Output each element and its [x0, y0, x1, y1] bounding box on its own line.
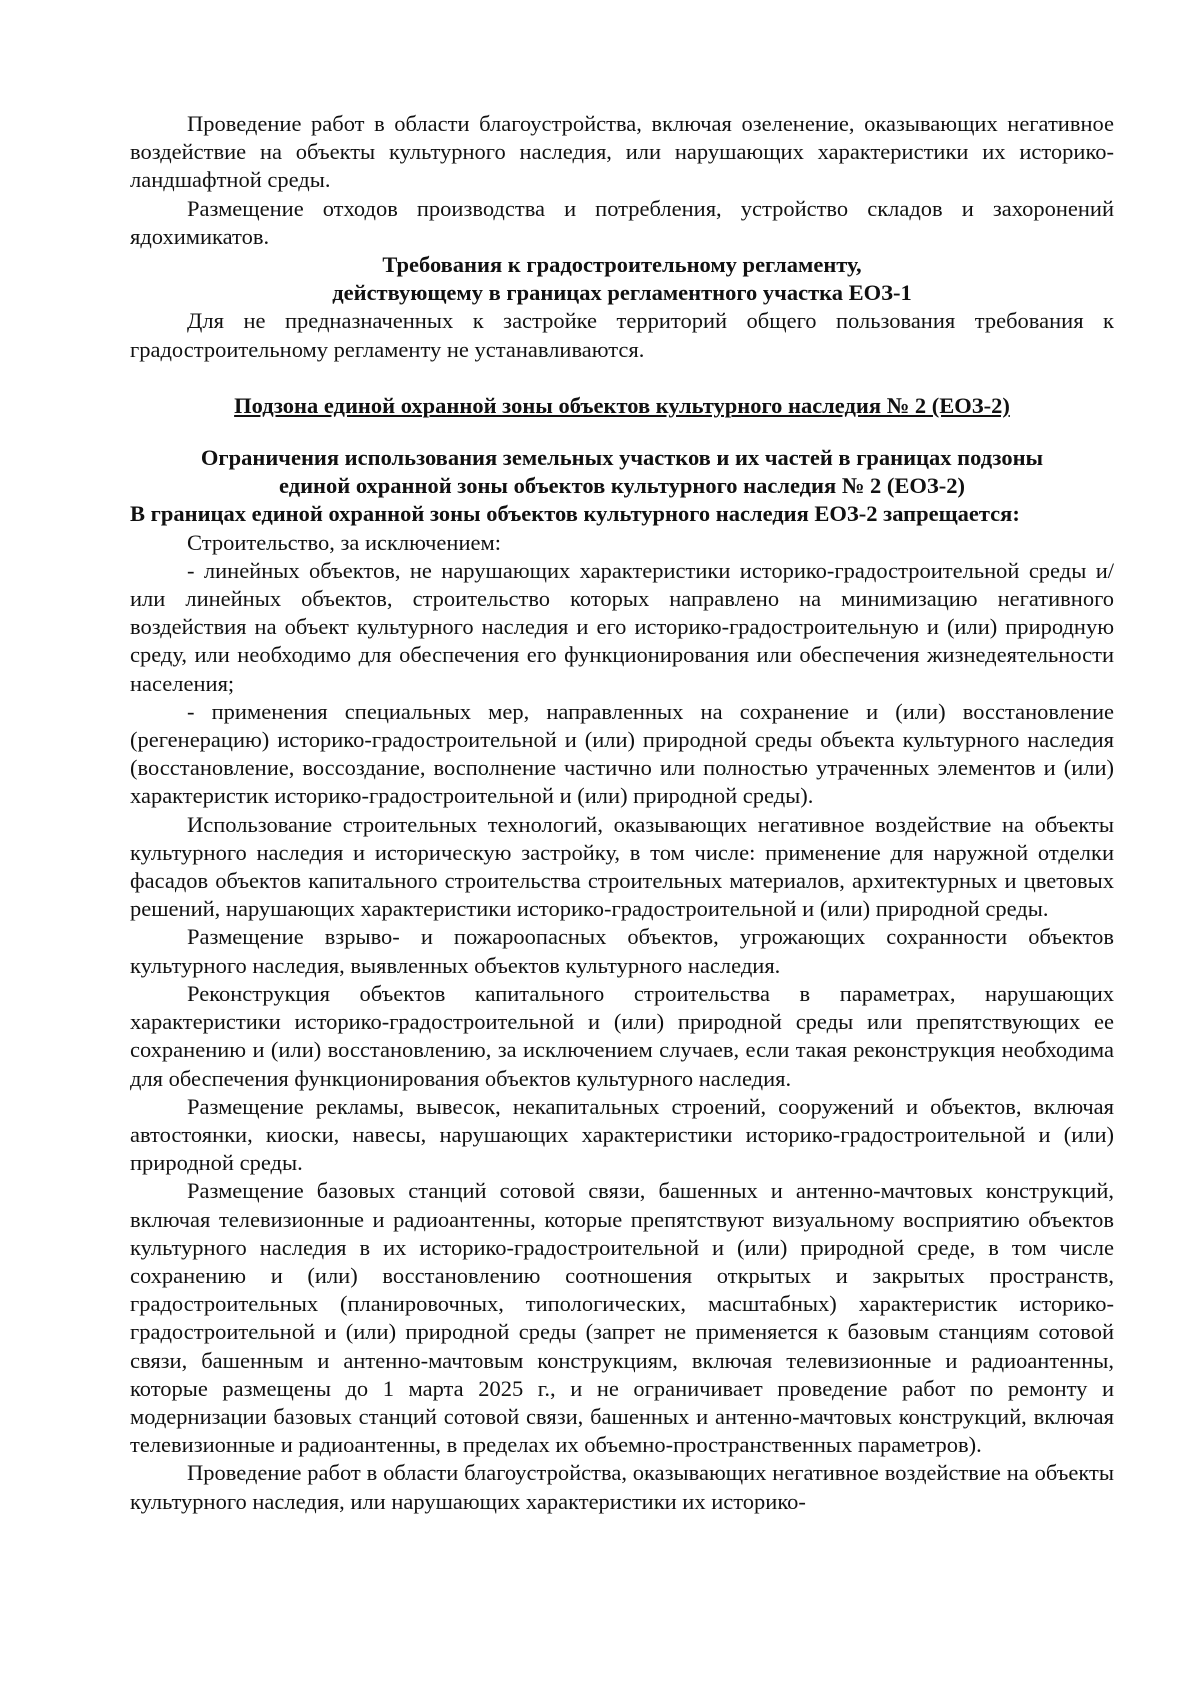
section-spacer — [130, 364, 1114, 392]
paragraph-construction-technologies: Использование строительных технологий, оказывающих негативное воздействие на объекты культурного наследия и историческую застройку, в том числе: применение для наружной отделки фасадов объектов капитального строительства строительных материалов, архитектурных и цветовых решений, нарушающих характеристики историко-градостроительной и (или) природной среды. — [130, 811, 1114, 922]
paragraph-special-measures: - применения специальных мер, направленных на сохранение и (или) восстановление (регенерацию) историко-градостроительной и (или) природной среды объекта культурного наследия (восстановление, воссоздание, восполнение частично или полностью утраченных элементов и (или) характеристик историко-градостроительной и (или) природной среды). — [130, 698, 1114, 809]
paragraph-advertising: Размещение рекламы, вывесок, некапитальных строений, сооружений и объектов, включая автостоянки, киоски, навесы, нарушающих характеристики историко-градостроительной и (или) природной среды. — [130, 1093, 1114, 1176]
section-spacer — [130, 420, 1114, 444]
paragraph-waste: Размещение отходов производства и потребления, устройство складов и захоронений ядохимикатов. — [130, 195, 1114, 249]
heading-subzone-eoz2: Подзона единой охранной зоны объектов культурного наследия № 2 (ЕОЗ-2) — [234, 392, 1010, 418]
document-body — [130, 110, 1114, 1516]
paragraph-landscaping: Проведение работ в области благоустройства, включая озеленение, оказывающих негативное воздействие на объекты культурного наследия, или нарушающих характеристики их историко-ландшафтной среды. — [130, 111, 1114, 193]
paragraph-construction-except: Строительство, за исключением: — [187, 529, 501, 555]
heading-restrictions-line-1: Ограничения использования земельных участков и их частей в границах подзоны — [200, 445, 1044, 471]
paragraph-base-stations: Размещение базовых станций сотовой связи, башенных и антенно-мачтовых конструкций, включая телевизионные и радиоантенны, которые препятствуют визуальному восприятию объектов культурного наследия в их историко-градостроительной и (или) природной среде, в том числе сохранению и (или) восстановлению соотношения открытых и закрытых пространств, градостроительных (планировочных, типологических, масштабных) характеристик историко-градостроительной и (или) природной среды (запрет не применяется к базовым станциям сотовой связи, башенным и антенно-мачтовым конструкциям, включая телевизионные и радиоантенны, которые размещены до 1 марта 2025 г., и не ограничивает проведение работ по ремонту и модернизации базовых станций сотовой связи, башенных и антенно-мачтовых конструкций, включая телевизионные и радиоантенны, в пределах их объемно-пространственных параметров). — [130, 1178, 1114, 1458]
heading-restrictions-line-2: единой охранной зоны объектов культурного наследия № 2 (ЕОЗ-2) — [279, 473, 965, 499]
heading-requirements-line-1: Требования к градостроительному регламенту, — [382, 252, 862, 278]
paragraph-public-territories: Для не предназначенных к застройке территорий общего пользования требования к градостроительному регламенту не устанавливаются. — [130, 308, 1114, 362]
paragraph-explosive-objects: Размещение взрыво- и пожароопасных объектов, угрожающих сохранности объектов культурного наследия, выявленных объектов культурного наследия. — [130, 924, 1114, 978]
paragraph-reconstruction: Реконструкция объектов капитального строительства в параметрах, нарушающих характеристики историко-градостроительной и (или) природной среды или препятствующих ее сохранению и (или) восстановлению, за исключением случаев, если такая реконструкция необходима для обеспечения функционирования объектов культурного наследия. — [130, 980, 1114, 1091]
heading-prohibited: В границах единой охранной зоны объектов культурного наследия ЕОЗ-2 запрещается: — [130, 501, 1020, 527]
heading-requirements-line-2: действующему в границах регламентного участка ЕОЗ-1 — [332, 280, 912, 306]
paragraph-linear-objects: - линейных объектов, не нарушающих характеристики историко-градостроительной среды и/или линейных объектов, строительство которых направлено на минимизацию негативного воздействия на объект культурного наследия и его историко-градостроительную и (или) природную среду, или необходимо для обеспечения его функционирования или обеспечения жизнедеятельности населения; — [130, 557, 1114, 696]
paragraph-landscaping-works: Проведение работ в области благоустройства, оказывающих негативное воздействие на объекты культурного наследия, или нарушающих характеристики их историко- — [130, 1460, 1114, 1514]
